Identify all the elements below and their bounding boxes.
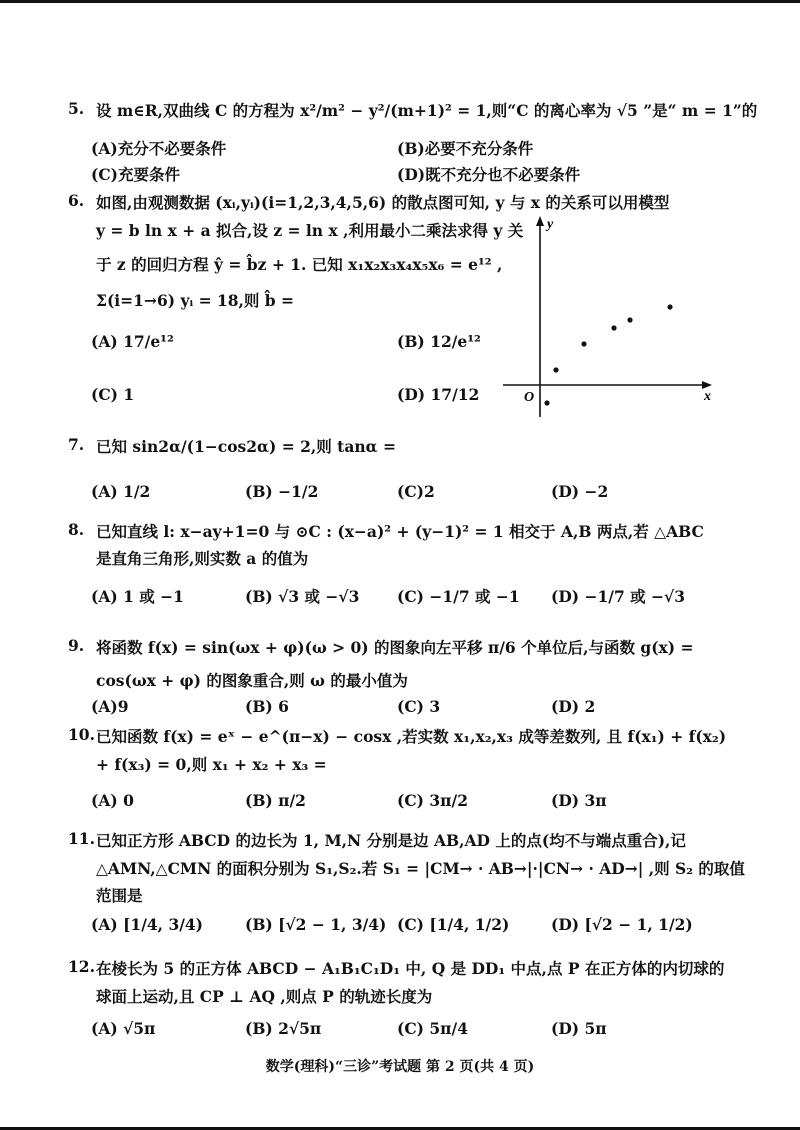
q11-line-3: 范围是 [96, 886, 143, 905]
q6-line-3: 于 z 的回归方程 ŷ = b̂z + 1. 已知 x₁x₂x₃x₄x₅x₆ = e¹² , [96, 255, 503, 274]
scatter-point [581, 341, 586, 346]
q5-option-a: (A)充分不必要条件 [91, 139, 227, 158]
q7-stem: 已知 sin2α/(1−cos2α) = 2,则 tanα = [96, 437, 396, 456]
q8-number: 8. [68, 520, 85, 539]
q9-option-c: (C) 3 [397, 697, 441, 716]
y-axis-label: y [547, 217, 554, 232]
q12-number: 12. [68, 957, 95, 976]
q10-option-c: (C) 3π/2 [397, 791, 468, 810]
q10-line-1: 已知函数 f(x) = eˣ − e^(π−x) − cosx ,若实数 x₁,x₂,x₃ 成等差数列, 且 f(x₁) + f(x₂) [96, 727, 727, 746]
q8-option-a: (A) 1 或 −1 [91, 587, 184, 606]
q12-line-1: 在棱长为 5 的正方体 ABCD − A₁B₁C₁D₁ 中, Q 是 DD₁ 中点,点 P 在正方体的内切球的 [96, 959, 725, 978]
q6-option-c: (C) 1 [91, 385, 135, 404]
y-axis-arrow-icon [536, 216, 544, 226]
q12-line-2: 球面上运动,且 CP ⊥ AQ ,则点 P 的轨迹长度为 [96, 987, 433, 1006]
q5-option-c: (C)充要条件 [91, 165, 181, 184]
q6-option-d: (D) 17/12 [397, 385, 480, 404]
q5-stem: 设 m∈R,双曲线 C 的方程为 x²/m² − y²/(m+1)² = 1,则“C 的离心率为 √5 ”是“ m = 1”的 [96, 101, 758, 120]
scatter-point [667, 304, 672, 309]
q6-number: 6. [68, 191, 85, 210]
q7-option-c: (C)2 [397, 482, 435, 501]
q12-option-b: (B) 2√5π [245, 1019, 322, 1038]
q8-option-b: (B) √3 或 −√3 [245, 587, 360, 606]
q6-line-1: 如图,由观测数据 (xᵢ,yᵢ)(i=1,2,3,4,5,6) 的散点图可知, y 与 x 的关系可以用模型 [96, 193, 670, 212]
q9-line-1: 将函数 f(x) = sin(ωx + φ)(ω > 0) 的图象向左平移 π/6 个单位后,与函数 g(x) = [96, 638, 694, 657]
origin-label: O [524, 390, 535, 405]
q6-line-2: y = b ln x + a 拟合,设 z = ln x ,利用最小二乘法求得 y 关 [96, 221, 524, 240]
q8-option-c: (C) −1/7 或 −1 [397, 587, 520, 606]
q9-option-b: (B) 6 [245, 697, 289, 716]
page-footer: 数学(理科)“三诊”考试题 第 2 页(共 4 页) [265, 1059, 535, 1075]
q12-option-a: (A) √5π [91, 1019, 156, 1038]
x-axis-arrow-icon [702, 381, 712, 389]
q9-option-a: (A)9 [91, 697, 129, 716]
q11-option-d: (D) [√2 − 1, 1/2) [551, 915, 693, 934]
q7-option-a: (A) 1/2 [91, 482, 151, 501]
q6-line-4: Σ(i=1→6) yᵢ = 18,则 b̂ = [96, 291, 295, 310]
q8-option-d: (D) −1/7 或 −√3 [551, 587, 685, 606]
q11-option-a: (A) [1/4, 3/4) [91, 915, 204, 934]
q10-line-2: + f(x₃) = 0,则 x₁ + x₂ + x₃ = [96, 755, 327, 774]
q5-option-d: (D)既不充分也不必要条件 [397, 165, 581, 184]
scatter-plot-figure [498, 212, 718, 432]
q10-option-d: (D) 3π [551, 791, 607, 810]
q6-option-b: (B) 12/e¹² [397, 332, 481, 351]
q10-option-b: (B) π/2 [245, 791, 306, 810]
q11-number: 11. [68, 829, 95, 848]
scatter-point [627, 317, 632, 322]
q7-option-b: (B) −1/2 [245, 482, 319, 501]
q11-option-b: (B) [√2 − 1, 3/4) [245, 915, 387, 934]
q10-option-a: (A) 0 [91, 791, 134, 810]
top-border [0, 0, 800, 3]
x-axis-label: x [704, 389, 711, 404]
q8-line-1: 已知直线 l: x−ay+1=0 与 ⊙C : (x−a)² + (y−1)² = 1 相交于 A,B 两点,若 △ABC [96, 522, 704, 541]
scatter-point [544, 400, 549, 405]
q10-number: 10. [68, 725, 95, 744]
q11-line-2: △AMN,△CMN 的面积分别为 S₁,S₂.若 S₁ = |CM→ · AB→|·|CN→ · AD→| ,则 S₂ 的取值 [96, 859, 745, 878]
q9-number: 9. [68, 636, 85, 655]
q9-line-2: cos(ωx + φ) 的图象重合,则 ω 的最小值为 [96, 671, 408, 690]
q6-option-a: (A) 17/e¹² [91, 332, 174, 351]
q11-line-1: 已知正方形 ABCD 的边长为 1, M,N 分别是边 AB,AD 上的点(均不与端点重合),记 [96, 831, 686, 850]
q11-option-c: (C) [1/4, 1/2) [397, 915, 510, 934]
q5-option-b: (B)必要不充分条件 [397, 139, 534, 158]
q12-option-d: (D) 5π [551, 1019, 607, 1038]
q9-option-d: (D) 2 [551, 697, 596, 716]
scatter-point [611, 325, 616, 330]
q7-option-d: (D) −2 [551, 482, 609, 501]
scatter-point [553, 367, 558, 372]
q5-number: 5. [68, 99, 85, 118]
q7-number: 7. [68, 435, 85, 454]
q12-option-c: (C) 5π/4 [397, 1019, 468, 1038]
q8-line-2: 是直角三角形,则实数 a 的值为 [96, 549, 309, 568]
